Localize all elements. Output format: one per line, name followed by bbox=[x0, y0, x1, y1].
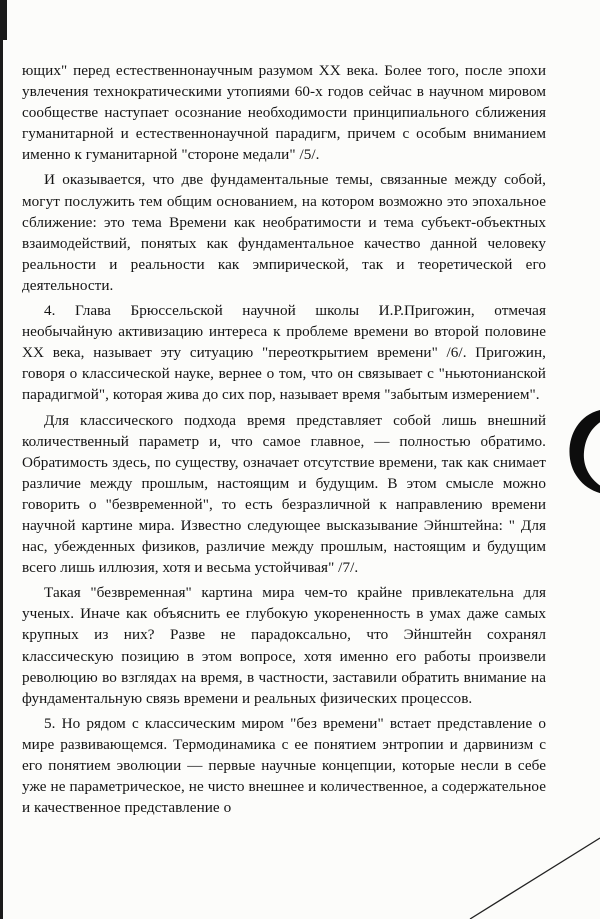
paragraph-6: 5. Но рядом с классическим миром "без времени" встает представление о мире развивающемся. Термодинамика с ее понятием энтропии и дарвинизм с его понятием эволюции — первые научные концепции, которые несли в себе уже не параметрическое, не чисто внешнее и количественное, а содержательное и качественное представление о bbox=[22, 714, 546, 817]
paragraph-5: Такая "безвременная" картина мира чем-то крайне привлекательна для ученых. Иначе как объяснить ее глубокую укорененность в умах даже самых крупных из них? Разве не парадоксально, что Эйнштейн сохранял классическую позицию в этом вопросе, хотя именно его работы произвели революцию во взглядах на время, в частности, заставили обратить внимание на фундаментальную связь времени и реальных физических процессов. bbox=[22, 584, 546, 707]
paragraph-1: ющих" перед естественнонаучным разумом XX века. Более того, после эпохи увлечения технократическими утопиями 60-х годов сейчас в научном мировом сообществе наступает осознание необходимости принципиального сближения гуманитарной и естественнонаучной парадигм, причем с особым вниманием именно к гуманитарной "стороне медали" /5/. bbox=[22, 62, 546, 164]
paragraph-2: И оказывается, что две фундаментальные темы, связанные между собой, могут послужить тем общим основанием, на котором возможно это эпохальное сближение: это тема Времени как необратимости и тема субъект-объектных взаимодействий, понятых как фундаментальное качество данной человеку реальности и реальности как эмпирической, так и теоретической его деятельности. bbox=[22, 171, 546, 294]
body-text bbox=[22, 60, 546, 818]
page-binding-edge bbox=[0, 0, 3, 919]
crescent-mark-icon bbox=[560, 408, 600, 500]
paragraph-3: 4. Глава Брюссельской научной школы И.Р.Пригожин, отмечая необычайную активизацию интереса к проблеме времени во второй половине XX века, называет эту ситуацию "переоткрытием времени" /6/. Пригожин, говоря о классической науке, вернее о том, что он связывает с "ньютонианской парадигмой", которая жива до сих пор, называет время "забытым измерением". bbox=[22, 302, 546, 404]
paragraph-4: Для классического подхода время представляет собой лишь внешний количественный параметр и, что самое главное, — полностью обратимо. Обратимость здесь, по существу, означает отсутствие времени, так как снимает различие между прошлым, настоящим и будущим. В этом смысле можно говорить о "безвременной", то есть безразличной к направлению времени научной картине мира. Известно следующее высказывание Эйнштейна: " Для нас, убежденных физиков, различие между прошлым, настоящим и будущим всего лишь иллюзия, хотя и весьма устойчивая" /7/. bbox=[22, 411, 546, 577]
page-binding-notch bbox=[3, 0, 7, 40]
